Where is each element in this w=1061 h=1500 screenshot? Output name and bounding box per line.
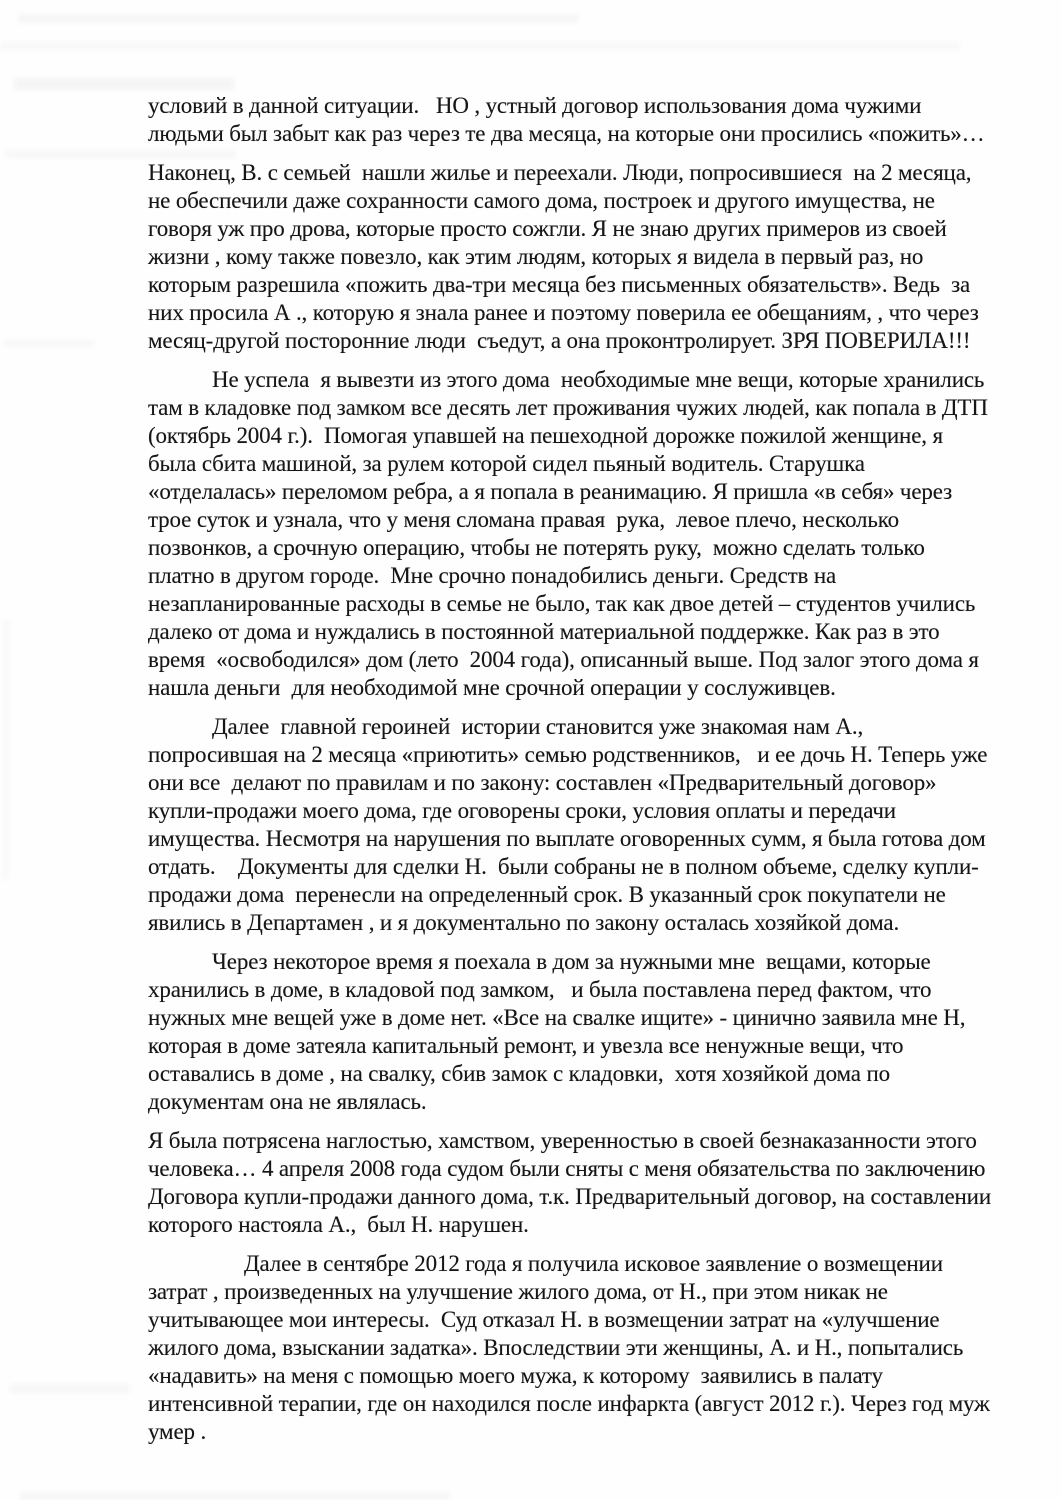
scan-artifact: [18, 14, 578, 23]
scan-artifact: [2, 620, 10, 880]
scan-artifact: [10, 1384, 130, 1393]
paragraph-potryasena: Я была потрясена наглостью, хамством, уверенностью в своей безнаказанности этого человека… 4 апреля 2008 года судом были сняты с меня обязательства по заключению Договора купли-продажи данного дома, т.к. Предварительный договор, на составлении которого настояла А., был Н. нарушен.: [148, 1128, 997, 1237]
scan-artifact: [14, 78, 234, 90]
paragraph-ne-uspela: Не успела я вывезти из этого дома необходимые мне вещи, которые хранились там в кладовке под замком все десять лет проживания чужих людей, как попала в ДТП (октябрь 2004 г.). Помогая упавшей на пешеходной дорожке пожилой женщине, я была сбита машиной, за рулем которой сидел пьяный водитель. Старушка «отделалась» переломом ребра, а я попала в реанимацию. Я пришла «в себя» через трое суток и узнала, что у меня сломана правая рука, левое плечо, несколько позвонков, а срочную операцию, чтобы не потерять руку, можно сделать только платно в другом городе. Мне срочно понадобились деньги. Средств на незапланированные расходы в семье не было, так как двое детей – студентов учились далеко от дома и нуждались в постоянной материальной поддержке. Как раз в это время «освободился» дом (лето 2004 года), описанный выше. Под залог этого дома я нашла деньги для необходимой мне срочной операции у сослуживцев.: [148, 367, 994, 700]
paragraph-cherez-vremya: Через некоторое время я поехала в дом за нужными мне вещами, которые хранились в доме, в кладовой под замком, и была поставлена перед фактом, что нужных мне вещей уже в доме нет. «Все на свалке ищите» - цинично заявила мне Н, которая в доме затеяла капитальный ремонт, и увезла все ненужные вещи, что оставались в доме , на свалку, сбив замок с кладовки, хотя хозяйкой дома по документам она не являлась.: [148, 949, 971, 1114]
scan-artifact: [4, 340, 94, 347]
scan-artifact: [20, 1492, 450, 1500]
paragraph-nakonets: Наконец, В. с семьей нашли жилье и переехали. Люди, попросившиеся на 2 месяца, не обеспечили даже сохранности самого дома, построек и другого имущества, не говоря уж про дрова, которые просто сожгли. Я не знаю других примеров из своей жизни , кому также повезло, как этим людям, которых я видела в первый раз, но которым разрешила «пожить два-три месяца без письменных обязательств». Ведь за них просила А ., которую я знала ранее и поэтому поверила ее обещаниям, , что через месяц-другой посторонние люди съедут, а она проконтролирует. ЗРЯ ПОВЕРИЛА!!!: [148, 160, 985, 353]
document-text: [148, 92, 996, 1457]
scan-artifact: [0, 42, 960, 50]
paragraph-dalee-geroinya: Далее главной героиней истории становится уже знакомая нам А., попросившая на 2 месяца «приютить» семью родственников, и ее дочь Н. Теперь уже они все делают по правилам и по закону: составлен «Предварительный договор» купли-продажи моего дома, где оговорены сроки, условия оплаты и передачи имущества. Несмотря на нарушения по выплате оговоренных сумм, я была готова дом отдать. Документы для сделки Н. были собраны не в полном объеме, сделку купли-продажи дома перенесли на определенный срок. В указанный срок покупатели не явились в Департамен , и я документально по закону осталась хозяйкой дома.: [148, 714, 993, 935]
paragraph-sentyabr-2012: Далее в сентябре 2012 года я получила исковое заявление о возмещении затрат , произведенных на улучшение жилого дома, от Н., при этом никак не учитывающее мои интересы. Суд отказал Н. в возмещении затрат на «улучшение жилого дома, взыскании задатка». Впоследствии эти женщины, А. и Н., попытались «надавить» на меня с помощью моего мужа, к которому заявились в палату интенсивной терапии, где он находился после инфаркта (август 2012 г.). Через год муж умер .: [148, 1251, 996, 1444]
paragraph-continuation: условий в данной ситуации. НО , устный договор использования дома чужими людьми был забыт как раз через те два месяца, на которые они просились «пожить»…: [148, 93, 985, 146]
